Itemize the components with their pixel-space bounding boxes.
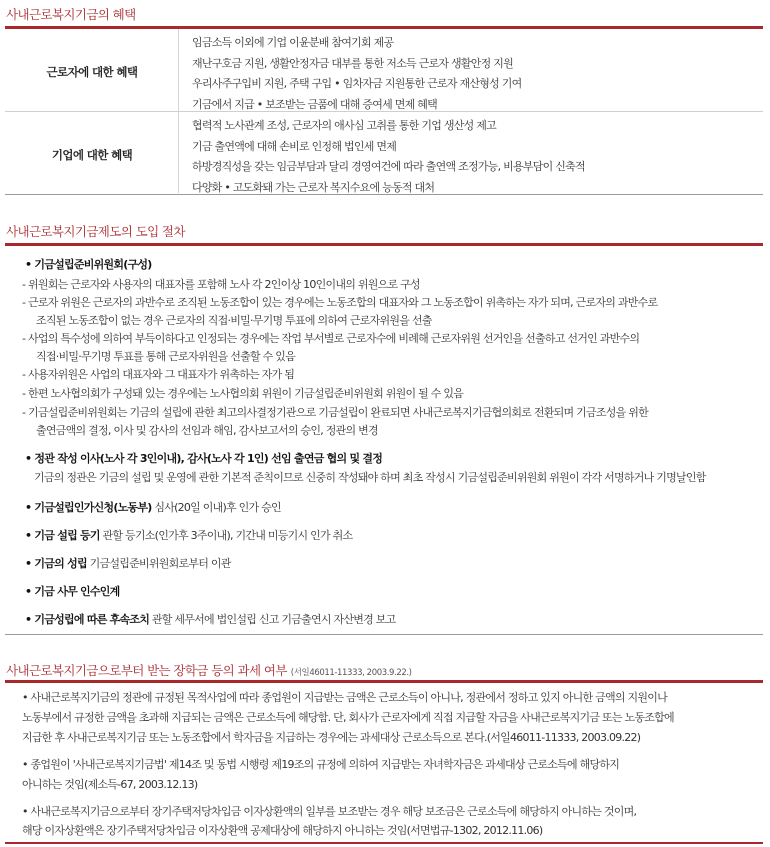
step-heading: • 기금설립인가신청(노동부) — [25, 501, 152, 514]
list-item: 다양화 • 고도화돼 가는 근로자 복지수요에 능동적 대처 — [192, 180, 435, 194]
tax-top-rule — [5, 680, 763, 683]
benefits-title: 사내근로복지기금의 혜택 — [6, 7, 136, 22]
step-heading: • 기금 사무 인수인계 — [25, 585, 120, 598]
articles-desc: 기금의 정관은 기금의 설립 및 운영에 관한 기본적 준칙이므로 신중히 작성돼야 하며 최초 작성시 기금설립준비위원회 위원이 각각 서명하거나 기명날인함 — [34, 471, 706, 484]
step-heading: • 정관 작성 이사(노사 각 3인이내), 감사(노사 각 1인) 선임 출연금 협의 및 결정 — [25, 452, 383, 465]
step-desc: 기금설립준비위원회로부터 이관 — [89, 557, 231, 570]
benefits-row-divider — [5, 111, 763, 112]
committee-line: 직접·비밀·무기명 투표를 통해 근로자위원을 선출할 수 있음 — [36, 350, 295, 363]
company-benefits-label: 기업에 대한 혜택 — [51, 148, 133, 162]
employee-benefits-list — [192, 33, 521, 115]
tax-note-line: • 사내근로복지기금의 정관에 규정된 목적사업에 따라 종업원이 지급받는 금액은 근로소득이 아니나, 정관에서 정하고 있지 아니한 금액의 지원이나 — [22, 691, 667, 704]
tax-note-line: 노동부에서 규정한 금액을 초과해 지급되는 금액은 근로소득에 해당함. 단, 회사가 근로자에게 직접 지급할 자금을 사내근로복지기금 또는 노동조합에 — [22, 711, 674, 724]
step-articles-heading — [25, 450, 382, 466]
step-approval — [25, 499, 281, 515]
committee-line: 출연금액의 결정, 이사 및 감사의 선임과 해임, 감사보고서의 승인, 정관의 변경 — [36, 424, 378, 437]
committee-line: - 한편 노사협의회가 구성돼 있는 경우에는 노사협의회 위원이 기금설립준비위원회 위원이 될 수 있음 — [22, 387, 464, 400]
step-establishment — [25, 555, 231, 571]
procedure-top-rule — [5, 243, 763, 246]
step-registration — [25, 527, 352, 543]
list-item: 협력적 노사관계 조성, 근로자의 애사심 고취를 통한 기업 생산성 제고 — [192, 119, 496, 132]
committee-line: - 근로자 위원은 근로자의 과반수로 조직된 노동조합이 있는 경우에는 노동조합의 대표자와 그 노동조합이 위촉하는 자가 되며, 근로자의 과반수로 — [22, 296, 658, 309]
tax-note-line: • 종업원이 '사내근로복지기금법' 제14조 및 동법 시행령 제19조의 규정에 의하여 지급받는 자녀학자금은 과세대상 근로소득에 해당하지 — [22, 758, 620, 771]
list-item: 기금 출연액에 대해 손비로 인정해 법인세 면제 — [192, 139, 397, 153]
tax-note-line: 아니하는 것임(제소득-67, 2003.12.13) — [22, 778, 198, 791]
step-handover — [25, 583, 120, 599]
step-committee-heading — [25, 256, 152, 272]
list-item: 임금소득 이외에 기업 이윤분배 참여기회 제공 — [192, 36, 394, 49]
step-desc: 관할 세무서에 법인설립 신고 기금출연시 자산변경 보고 — [151, 613, 396, 626]
committee-line: 조직된 노동조합이 없는 경우 근로자의 직접·비밀·무기명 투표에 의하여 근로자위원을 선출 — [36, 314, 432, 327]
list-item: 우리사주구입비 지원, 주택 구입 • 임차자금 지원통한 근로자 재산형성 기여 — [192, 77, 522, 90]
tax-bottom-rule — [5, 842, 763, 844]
step-desc: 심사(20일 이내)후 인가 승인 — [154, 501, 281, 514]
benefits-bottom-rule — [5, 194, 763, 195]
step-desc: 관할 등기소(인가후 3주이내), 기간내 미등기시 인가 취소 — [102, 529, 353, 542]
company-benefits-list — [192, 116, 585, 198]
step-heading: • 기금설립준비위원회(구성) — [25, 258, 152, 271]
step-heading: • 기금 설립 등기 — [25, 529, 100, 542]
procedure-title: 사내근로복지기금제도의 도입 절차 — [6, 224, 185, 239]
list-item: 하방경직성을 갖는 임금부담과 달리 경영여건에 따라 출연액 조정가능, 비용부담이 신축적 — [192, 160, 585, 173]
step-heading: • 기금성립에 따른 후속조치 — [25, 613, 150, 626]
tax-title-text: 사내근로복지기금으로부터 받는 장학금 등의 과세 여부 — [6, 663, 287, 678]
employee-benefits-label: 근로자에 대한 혜택 — [46, 65, 138, 79]
step-followup — [25, 611, 396, 627]
procedure-bottom-rule — [5, 634, 763, 635]
list-item: 기금에서 지급 • 보조받는 금품에 대해 증여세 면제 혜택 — [192, 97, 437, 111]
committee-line: - 사용자위원은 사업의 대표자와 그 대표자가 위촉하는 자가 됨 — [22, 368, 295, 381]
list-item: 재난구호금 지원, 생활안정자금 대부를 통한 저소득 근로자 생활안정 지원 — [192, 56, 513, 70]
tax-title-reference: (서일46011-11333, 2003.9.22.) — [290, 668, 412, 678]
tax-note-line: 지급한 후 사내근로복지기금 또는 노동조합에서 학자금을 지급하는 경우에는 과세대상 근로소득으로 본다.(서일46011-11333, 2003.09.22) — [22, 731, 641, 744]
tax-title — [6, 661, 412, 679]
tax-note-line: 해당 이자상환액은 장기주택저당차입금 이자상환액 공제대상에 해당하지 아니하는 것임(서면법규-1302, 2012.11.06) — [22, 824, 543, 837]
committee-line: - 위원회는 근로자와 사용자의 대표자를 포함해 노사 각 2인이상 10인이내의 위원으로 구성 — [22, 278, 420, 291]
tax-note-line: • 사내근로복지기금으로부터 장기주택저당차입금 이자상환액의 일부를 보조받는 경우 해당 보조금은 근로소득에 해당하지 아니하는 것이며, — [22, 805, 637, 818]
committee-line: - 사업의 특수성에 의하여 부득이하다고 인정되는 경우에는 작업 부서별로 근로자수에 비례해 근로자위원 선거인을 선출하고 선거인 과반수의 — [22, 332, 640, 345]
committee-line: - 기금설립준비위원회는 기금의 설립에 관한 최고의사결정기관으로 기금설립이 완료되면 사내근로복지기금협의회로 전환되며 기금조성을 위한 — [22, 406, 648, 419]
step-heading: • 기금의 성립 — [25, 557, 87, 570]
benefits-top-rule — [5, 26, 763, 29]
